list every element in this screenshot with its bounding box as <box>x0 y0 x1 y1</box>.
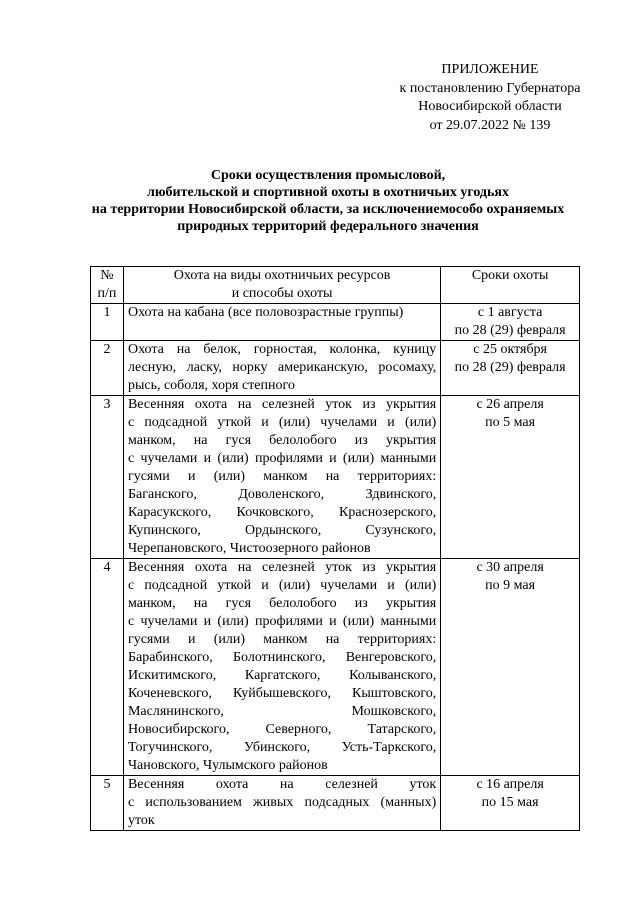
header-num: № п/п <box>91 267 124 304</box>
description-line: Весенняя охота на селезней уток из укрытия <box>127 560 437 575</box>
description-line: Весенняя охота на селезней уток <box>127 777 437 792</box>
description-line: Коченевского, Куйбышевского, Кыштовского, <box>127 686 437 701</box>
term-line: по 28 (29) февраля <box>454 323 566 338</box>
row-terms <box>441 396 580 559</box>
term-line: с 26 апреля <box>476 397 544 412</box>
description-line: Чановского, Чулымского районов <box>127 758 328 773</box>
header-terms: Сроки охоты <box>441 267 580 304</box>
row-number: 4 <box>91 559 124 776</box>
header-description: Охота на виды охотничьих ресурсов и способы охоты <box>123 267 440 304</box>
document-title <box>60 167 596 235</box>
description-line: Охота на белок, горностая, колонка, куницу <box>127 342 437 357</box>
appendix-heading: ПРИЛОЖЕНИЕ <box>441 62 539 77</box>
description-line: Искитимского, Каргатского, Колыванского, <box>127 668 437 683</box>
description-line: с использованием живых подсадных (манных) <box>127 795 437 810</box>
description-line: Баганского, Доволенского, Здвинского, <box>127 487 437 502</box>
description-line: манком, на гуся белолобого из укрытия <box>127 596 437 611</box>
term-line: с 25 октября <box>473 342 548 357</box>
row-terms <box>441 304 580 341</box>
description-line: лесную, ласку, норку американскую, росомаху, <box>127 360 437 375</box>
description-line: рысь, соболя, хоря степного <box>127 378 295 393</box>
table-row <box>91 776 580 831</box>
term-line: по 28 (29) февраля <box>454 360 566 375</box>
row-terms <box>441 341 580 396</box>
description-line: гусями и (или) манком на территориях: <box>127 469 437 484</box>
description-line: Карасукского, Кочковского, Краснозерского, <box>127 505 437 520</box>
title-line: Сроки осуществления промысловой, <box>210 168 446 183</box>
description-line: с подсадной уткой и (или) чучелами и (или) <box>127 578 437 593</box>
row-description <box>123 304 440 341</box>
term-line: с 30 апреля <box>476 560 544 575</box>
table-header-row <box>91 267 580 304</box>
description-line: Охота на кабана (все половозрастные группы) <box>127 305 404 320</box>
row-description <box>123 341 440 396</box>
table-row <box>91 304 580 341</box>
appendix-block <box>380 61 600 135</box>
description-line: уток <box>127 813 155 828</box>
term-line: по 9 мая <box>485 578 536 593</box>
description-line: с чучелами и (или) профилями и (или) манными <box>127 614 437 629</box>
term-line: с 1 августа <box>477 305 543 320</box>
row-description <box>123 396 440 559</box>
title-line: природных территорий федерального значения <box>177 219 479 234</box>
row-description <box>123 559 440 776</box>
row-number: 3 <box>91 396 124 559</box>
table-row <box>91 396 580 559</box>
description-line: Новосибирского, Северного, Татарского, <box>127 722 437 737</box>
appendix-line: к постановлению Губернатора <box>399 80 581 96</box>
title-line: любительской и спортивной охоты в охотничьих угодьях <box>147 185 509 200</box>
description-line: Тогучинского, Убинского, Усть-Таркского, <box>127 740 437 755</box>
term-line: с 16 апреля <box>476 777 544 792</box>
description-line: Барабинского, Болотнинского, Венгеровского, <box>127 650 437 665</box>
row-number: 1 <box>91 304 124 341</box>
description-line: с подсадной уткой и (или) чучелами и (или) <box>127 415 437 430</box>
description-line: Черепановского, Чистоозерного районов <box>127 541 371 556</box>
description-line: Маслянинского, Мошковского, <box>127 704 437 719</box>
row-number: 2 <box>91 341 124 396</box>
term-line: по 15 мая <box>481 795 539 810</box>
row-number: 5 <box>91 776 124 831</box>
description-line: с чучелами и (или) профилями и (или) манными <box>127 451 437 466</box>
appendix-date-number: от 29.07.2022 № 139 <box>429 117 551 133</box>
description-line: Весенняя охота на селезней уток из укрытия <box>127 397 437 412</box>
row-terms <box>441 559 580 776</box>
table-row <box>91 559 580 776</box>
description-line: манком, на гуся белолобого из укрытия <box>127 433 437 448</box>
title-line: на территории Новосибирской области, за исключениемособо охраняемых <box>91 202 565 217</box>
description-line: Купинского, Ордынского, Сузунского, <box>127 523 437 538</box>
term-line: по 5 мая <box>485 415 536 430</box>
row-description <box>123 776 440 831</box>
table-row <box>91 341 580 396</box>
hunting-terms-table <box>90 266 580 831</box>
row-terms <box>441 776 580 831</box>
appendix-line: Новосибирской области <box>418 99 562 114</box>
description-line: гусями и (или) манком на территориях: <box>127 632 437 647</box>
